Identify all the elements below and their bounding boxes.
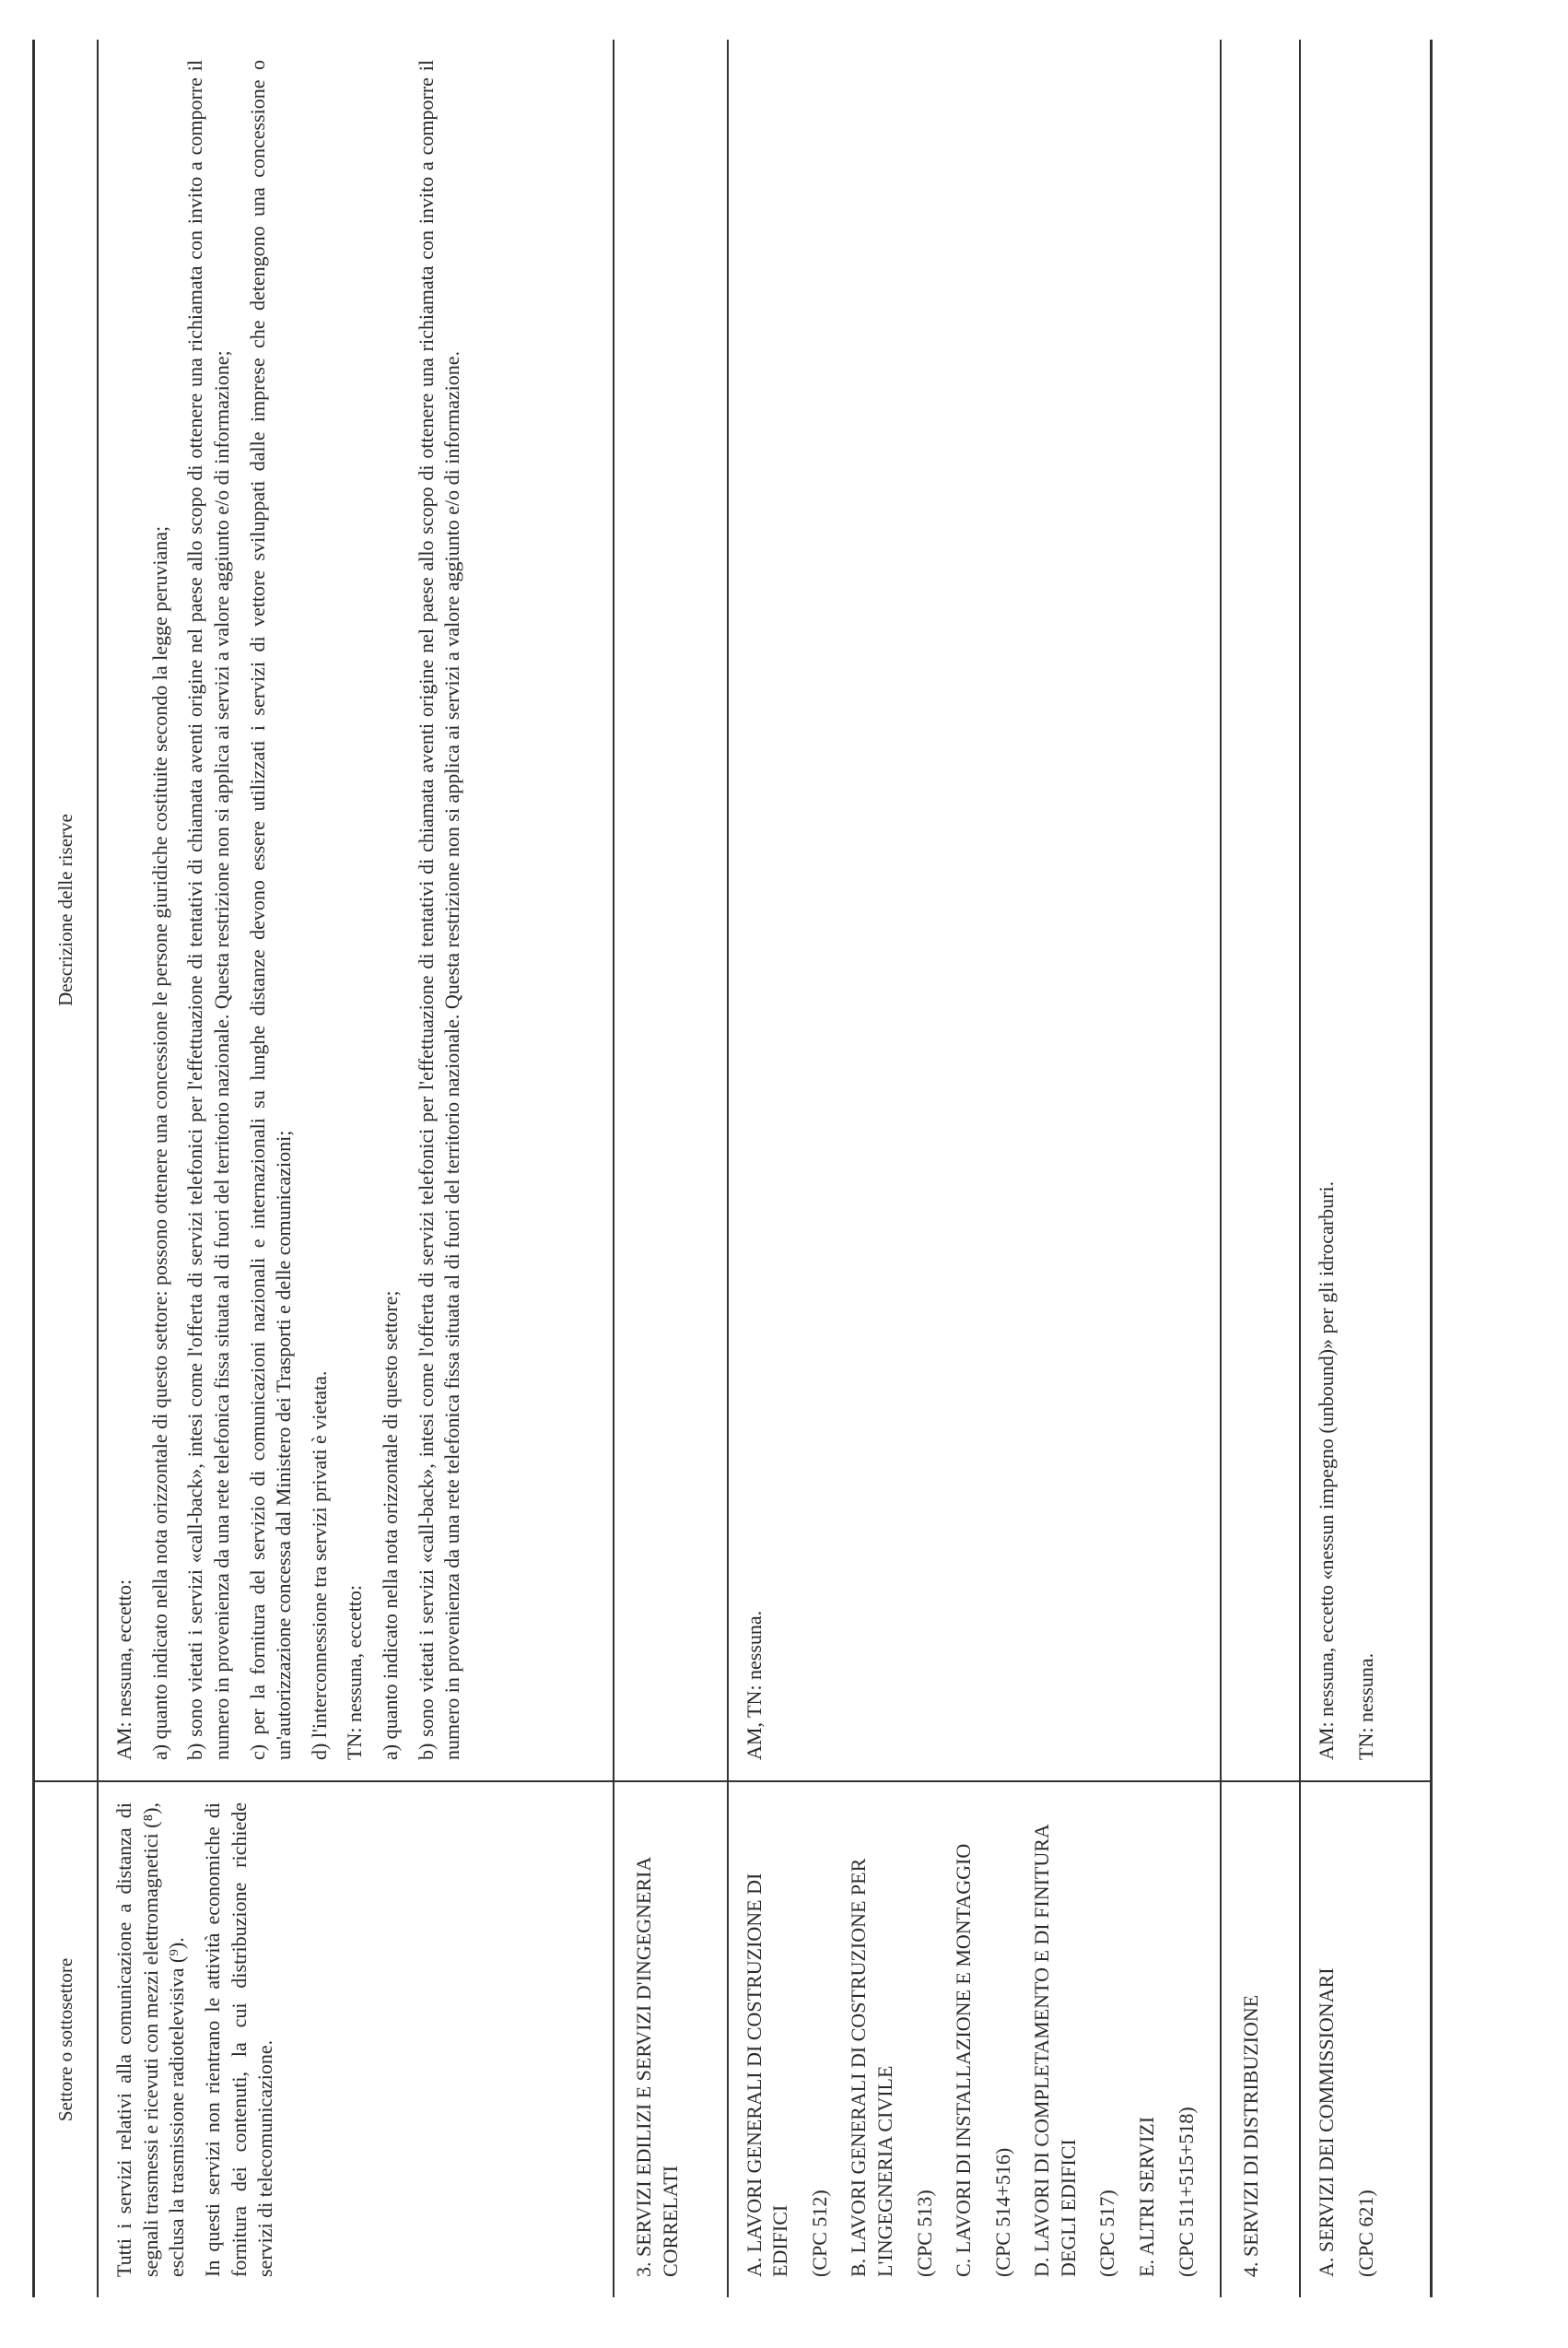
section-heading-construction: 3. SERVIZI EDILIZI E SERVIZI D'INGEGNERIA CORRELATI [614,1781,727,2297]
reservations-cell-commission-agents: AM: nessuna, eccetto «nessun impegno (unbound)» per gli idrocarburi. TN: nessuna. [1300,40,1431,1781]
table-row-telecom [98,40,614,2297]
table-header-row [34,40,99,2297]
reservations-table [32,40,1433,2297]
reservations-cell-empty [614,40,727,1781]
table-row-distribution-heading [1221,40,1300,2297]
reservation-text: a) quanto indicato nella nota orizzontale di questo settore: possono ottenere una concessione le persone giuridiche costituite secondo la legge peruviana; [147,525,171,1760]
reservation-text: b) sono vietati i servizi «call-back», intesi come l'offerta di servizi telefonici per l'effettuazione di tentativi di chiamata aventi origine nel paese allo scopo di ottenere una richiamata con invito a comporre il numero in provenienza da una rete telefonica fissa situata al di fuori del territorio nazionale. Questa restrizione non si applica ai servizi a valore aggiunto e/o di informazione. [414,60,464,1760]
header-reservations: Descrizione delle riserve [34,40,99,1781]
reservations-cell-empty [1221,40,1300,1781]
reservation-text: b) sono vietati i servizi «call-back», intesi come l'offerta di servizi telefonici per l'effettuazione di tentativi di chiamata aventi origine nel paese allo scopo di ottenere una richiamata con invito a comporre il numero in provenienza da una rete telefonica fissa situata al di fuori del territorio nazionale. Questa restrizione non si applica ai servizi a valore aggiunto e/o di informazione; [183,60,234,1760]
sector-cell-commission-agents: A. SERVIZI DEI COMMISSIONARI (CPC 621) [1300,1781,1431,2297]
reservation-text: c) per la fornitura del servizio di comunicazioni nazionali e internazionali su lunghe distanze devono essere utilizzati i servizi di vettore sviluppati dalle imprese che detengono una concessione o un'autorizzazione concessa dal Ministero dei Trasporti e delle comunicazioni; [245,60,296,1760]
section-heading-distribution: 4. SERVIZI DI DISTRIBUZIONE [1221,1781,1300,2297]
table-row-construction [728,40,1222,2297]
reservations-cell-construction: AM, TN: nessuna. [728,40,1222,1781]
reservation-text: a) quanto indicato nella nota orizzontale di questo settore; [379,1290,403,1760]
reservations-cell-telecom [98,40,614,1781]
sector-cell-construction: A. LAVORI GENERALI DI COSTRUZIONE DI EDIFICI (CPC 512) B. LAVORI GENERALI DI COSTRUZIONE PER L'INGEGNERIA CIVILE (CPC 513) C. LAVORI DI INSTALLAZIONE E MONTAGGIO (CPC 514+516) D. LAVORI DI COMPLETAMENTO E DI FINITURA DEGLI EDIFICI (CPC 517) E. ALTRI SERVIZI (CPC 511+515+518) [728,1781,1222,2297]
header-sector: Settore o sottosettore [34,1781,99,2297]
reservation-text: d) l'interconnessione tra servizi privati è vietata. [307,1370,331,1760]
table-row-commission-agents [1300,40,1431,2297]
table-row-construction-heading [614,40,727,2297]
reservation-text: AM: nessuna, eccetto: [112,1579,136,1760]
sector-text: Tutti i servizi relativi alla comunicazione a distanza di segnali trasmessi e ricevuti con mezzi elettromagnetici (⁸), esclusa la trasmissione radiotelevisiva (⁹). [112,1802,189,2277]
sector-text: In questi servizi non rientrano le attività economiche di fornitura dei contenuti, la cui distribuzione richiede servizi di telecomunicazione. [201,1802,277,2277]
sector-cell-telecom [98,1781,614,2297]
reservation-text: TN: nessuna, eccetto: [343,1585,367,1760]
